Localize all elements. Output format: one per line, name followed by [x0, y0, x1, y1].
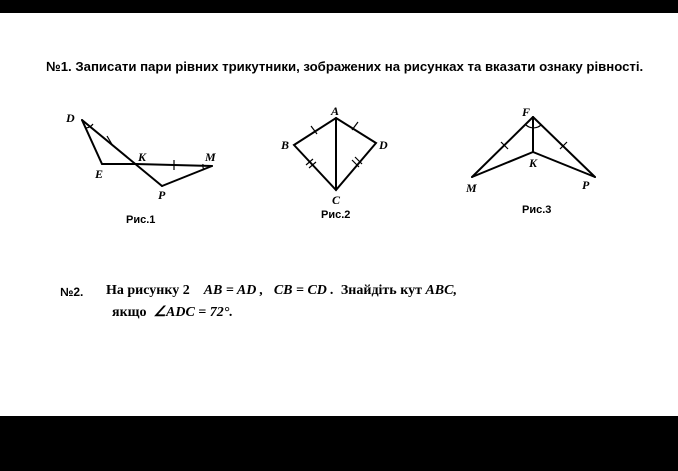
- fig1-caption: Рис.1: [126, 214, 156, 226]
- figure-2: [280, 104, 388, 221]
- figures-canvas: [0, 13, 678, 416]
- fig1-label-k: K: [138, 150, 147, 164]
- task2-number: №2.: [60, 285, 84, 299]
- fig3-segment-fm: [472, 117, 533, 177]
- fig2-label-b: B: [281, 138, 290, 152]
- worksheet-page: [0, 13, 678, 416]
- task2-line1-prefix: На рисунку 2: [106, 283, 190, 298]
- task2-condition-adc: ∠ADC = 72°.: [153, 305, 233, 320]
- fig3-segment-mk: [472, 152, 533, 177]
- fig3-label-k: K: [529, 156, 538, 170]
- fig2-label-d: D: [379, 138, 388, 152]
- fig3-label-p: P: [582, 178, 590, 192]
- fig3-label-f: F: [522, 105, 531, 119]
- fig3-segment-fp: [533, 117, 595, 177]
- fig1-label-m: M: [205, 150, 216, 164]
- fig2-label-c: C: [332, 193, 341, 207]
- figure-1: [65, 111, 216, 226]
- task1-heading: №1. Записати пари рівних трикутники, зображених на рисунках та вказати ознаку рівності.: [46, 59, 644, 74]
- fig1-label-d: D: [66, 111, 75, 125]
- fig1-segment-mp: [162, 166, 212, 186]
- task2-equation-cb-cd: CB = CD .: [273, 283, 334, 298]
- fig2-label-a: A: [331, 104, 340, 118]
- fig3-label-m: M: [466, 181, 477, 195]
- fig3-caption: Рис.3: [522, 204, 552, 216]
- figure-3: [465, 105, 595, 216]
- fig1-segment-dp: [82, 120, 162, 186]
- task2-equation-ab-ad: AB = AD ,: [203, 283, 264, 298]
- task2-line2: [112, 304, 233, 321]
- fig1-label-p: P: [158, 188, 166, 202]
- task2-line1-suffix: Знайдіть кут: [340, 283, 422, 298]
- task2-angle-abc: ABC,: [425, 283, 457, 298]
- task2-line1: [106, 283, 457, 299]
- fig2-caption: Рис.2: [321, 209, 351, 221]
- task2-line2-prefix: якщо: [112, 305, 147, 320]
- fig3-segment-kp: [533, 152, 595, 177]
- fig1-label-e: E: [95, 167, 104, 181]
